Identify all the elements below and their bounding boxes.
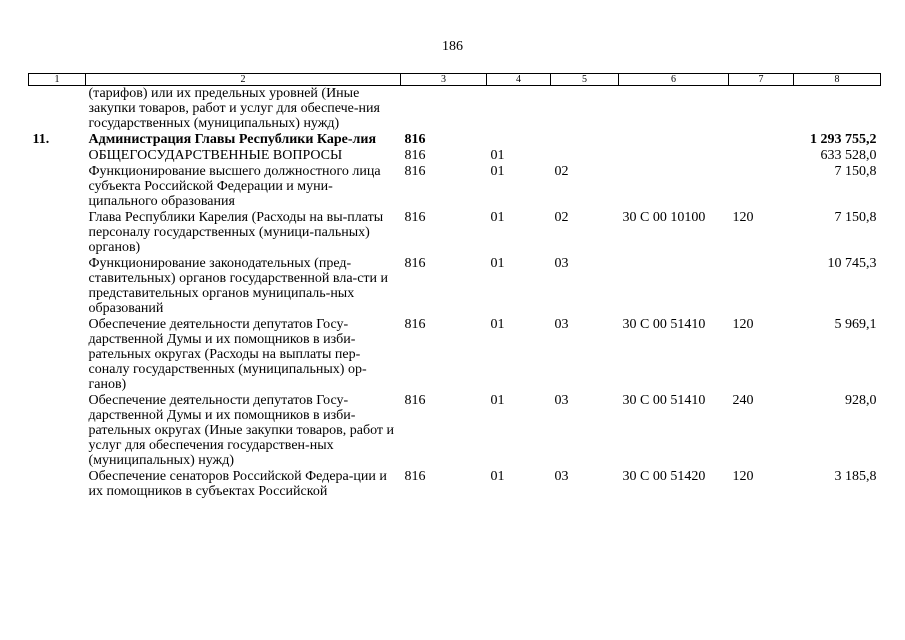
subsection-code-cell: 02 <box>554 210 569 225</box>
row-number-cell <box>29 86 86 132</box>
item-name-cell: (тарифов) или их предельных уровней (Иные закупки товаров, работ и услуг для обеспече-ния государственных (муниципальных) нужд) <box>88 86 380 131</box>
column-header: 4 <box>487 74 551 86</box>
department-code-cell: 816 <box>404 164 426 179</box>
item-name-cell: ОБЩЕГОСУДАРСТВЕННЫЕ ВОПРОСЫ <box>88 148 343 163</box>
department-code-cell: 816 <box>404 256 426 271</box>
table-body <box>29 86 881 500</box>
subsection-code-cell: 03 <box>554 393 569 408</box>
department-code-cell <box>401 86 487 132</box>
expense-type-cell: 120 <box>732 469 754 484</box>
amount-cell: 5 969,1 <box>834 317 877 332</box>
target-article-cell: 30 С 00 51420 <box>622 469 706 484</box>
budget-table <box>28 73 881 499</box>
item-name-cell: Обеспечение деятельности депутатов Госу-дарственной Думы и их помощников в изби-рательных округах (Расходы на выплаты пер-соналу государственных (муниципальных) ор-ганов) <box>88 317 367 392</box>
section-code-cell: 01 <box>490 317 505 332</box>
column-header: 5 <box>551 74 619 86</box>
target-article-cell <box>619 86 729 132</box>
row-number-cell <box>29 209 86 255</box>
column-header: 7 <box>729 74 794 86</box>
target-article-cell: 30 С 00 51410 <box>622 393 706 408</box>
target-article-cell <box>619 255 729 316</box>
expense-type-cell: 120 <box>732 317 754 332</box>
page-number: 186 <box>442 39 463 54</box>
expense-type-cell <box>729 255 794 316</box>
expense-type-cell <box>729 131 794 147</box>
table-row <box>29 147 881 163</box>
table-row <box>29 86 881 132</box>
subsection-code-cell: 03 <box>554 256 569 271</box>
item-name-cell: Функционирование высшего должностного лица субъекта Российской Федерации и муни-ципального образования <box>88 164 381 209</box>
expense-type-cell <box>729 86 794 132</box>
expense-type-cell: 240 <box>732 393 754 408</box>
amount-cell: 10 745,3 <box>827 256 877 271</box>
target-article-cell: 30 С 00 10100 <box>622 210 706 225</box>
row-number-cell <box>29 392 86 468</box>
amount-cell: 3 185,8 <box>834 469 877 484</box>
subsection-code-cell <box>551 131 619 147</box>
target-article-cell <box>619 147 729 163</box>
department-code-cell: 816 <box>404 210 426 225</box>
item-name-cell: Функционирование законодательных (пред-ставительных) органов государственной вла-сти и представительных органов муниципаль-ных образований <box>88 256 389 316</box>
target-article-cell <box>619 131 729 147</box>
amount-cell: 633 528,0 <box>820 148 877 163</box>
row-number-cell <box>29 316 86 392</box>
section-code-cell: 01 <box>490 164 505 179</box>
table-row <box>29 209 881 255</box>
table-row <box>29 468 881 499</box>
section-code-cell <box>487 131 551 147</box>
section-code-cell: 01 <box>490 256 505 271</box>
column-number-header-row <box>29 74 881 86</box>
row-number-cell <box>29 255 86 316</box>
column-header: 8 <box>794 74 881 86</box>
expense-type-cell <box>729 163 794 209</box>
amount-cell: 1 293 755,2 <box>810 132 877 147</box>
section-code-cell: 01 <box>490 210 505 225</box>
table-row <box>29 255 881 316</box>
row-number-cell <box>29 147 86 163</box>
subsection-code-cell <box>551 147 619 163</box>
row-number-cell <box>29 468 86 499</box>
target-article-cell: 30 С 00 51410 <box>622 317 706 332</box>
column-header: 3 <box>401 74 487 86</box>
table-row <box>29 131 881 147</box>
target-article-cell <box>619 163 729 209</box>
table-row <box>29 163 881 209</box>
section-code-cell <box>487 86 551 132</box>
item-name-cell: Глава Республики Карелия (Расходы на вы-платы персоналу государственных (муници-пальных) органов) <box>88 210 384 255</box>
department-code-cell: 816 <box>404 132 426 147</box>
column-header: 1 <box>29 74 86 86</box>
expense-type-cell <box>729 147 794 163</box>
subsection-code-cell: 02 <box>554 164 569 179</box>
row-number-cell <box>29 163 86 209</box>
item-name-cell: Обеспечение деятельности депутатов Госу-дарственной Думы и их помощников в изби-рательных округах (Иные закупки товаров, работ и услуг для обеспечения государствен-ных (муниципальных) нужд) <box>88 393 394 468</box>
subsection-code-cell: 03 <box>554 469 569 484</box>
department-code-cell: 816 <box>404 148 426 163</box>
section-code-cell: 01 <box>490 469 505 484</box>
amount-cell: 928,0 <box>845 393 877 408</box>
item-name-cell: Обеспечение сенаторов Российской Федера-ции и их помощников в субъектах Российской <box>88 469 387 499</box>
row-number-cell: 11. <box>32 132 50 147</box>
amount-cell: 7 150,8 <box>834 164 877 179</box>
department-code-cell: 816 <box>404 393 426 408</box>
section-code-cell: 01 <box>490 393 505 408</box>
expense-type-cell: 120 <box>732 210 754 225</box>
section-code-cell: 01 <box>490 148 505 163</box>
subsection-code-cell: 03 <box>554 317 569 332</box>
table-row <box>29 316 881 392</box>
item-name-cell: Администрация Главы Республики Каре-лия <box>88 132 377 147</box>
column-header: 2 <box>86 74 401 86</box>
subsection-code-cell <box>551 86 619 132</box>
column-header: 6 <box>619 74 729 86</box>
amount-cell <box>794 86 881 132</box>
table-row <box>29 392 881 468</box>
amount-cell: 7 150,8 <box>834 210 877 225</box>
department-code-cell: 816 <box>404 469 426 484</box>
department-code-cell: 816 <box>404 317 426 332</box>
